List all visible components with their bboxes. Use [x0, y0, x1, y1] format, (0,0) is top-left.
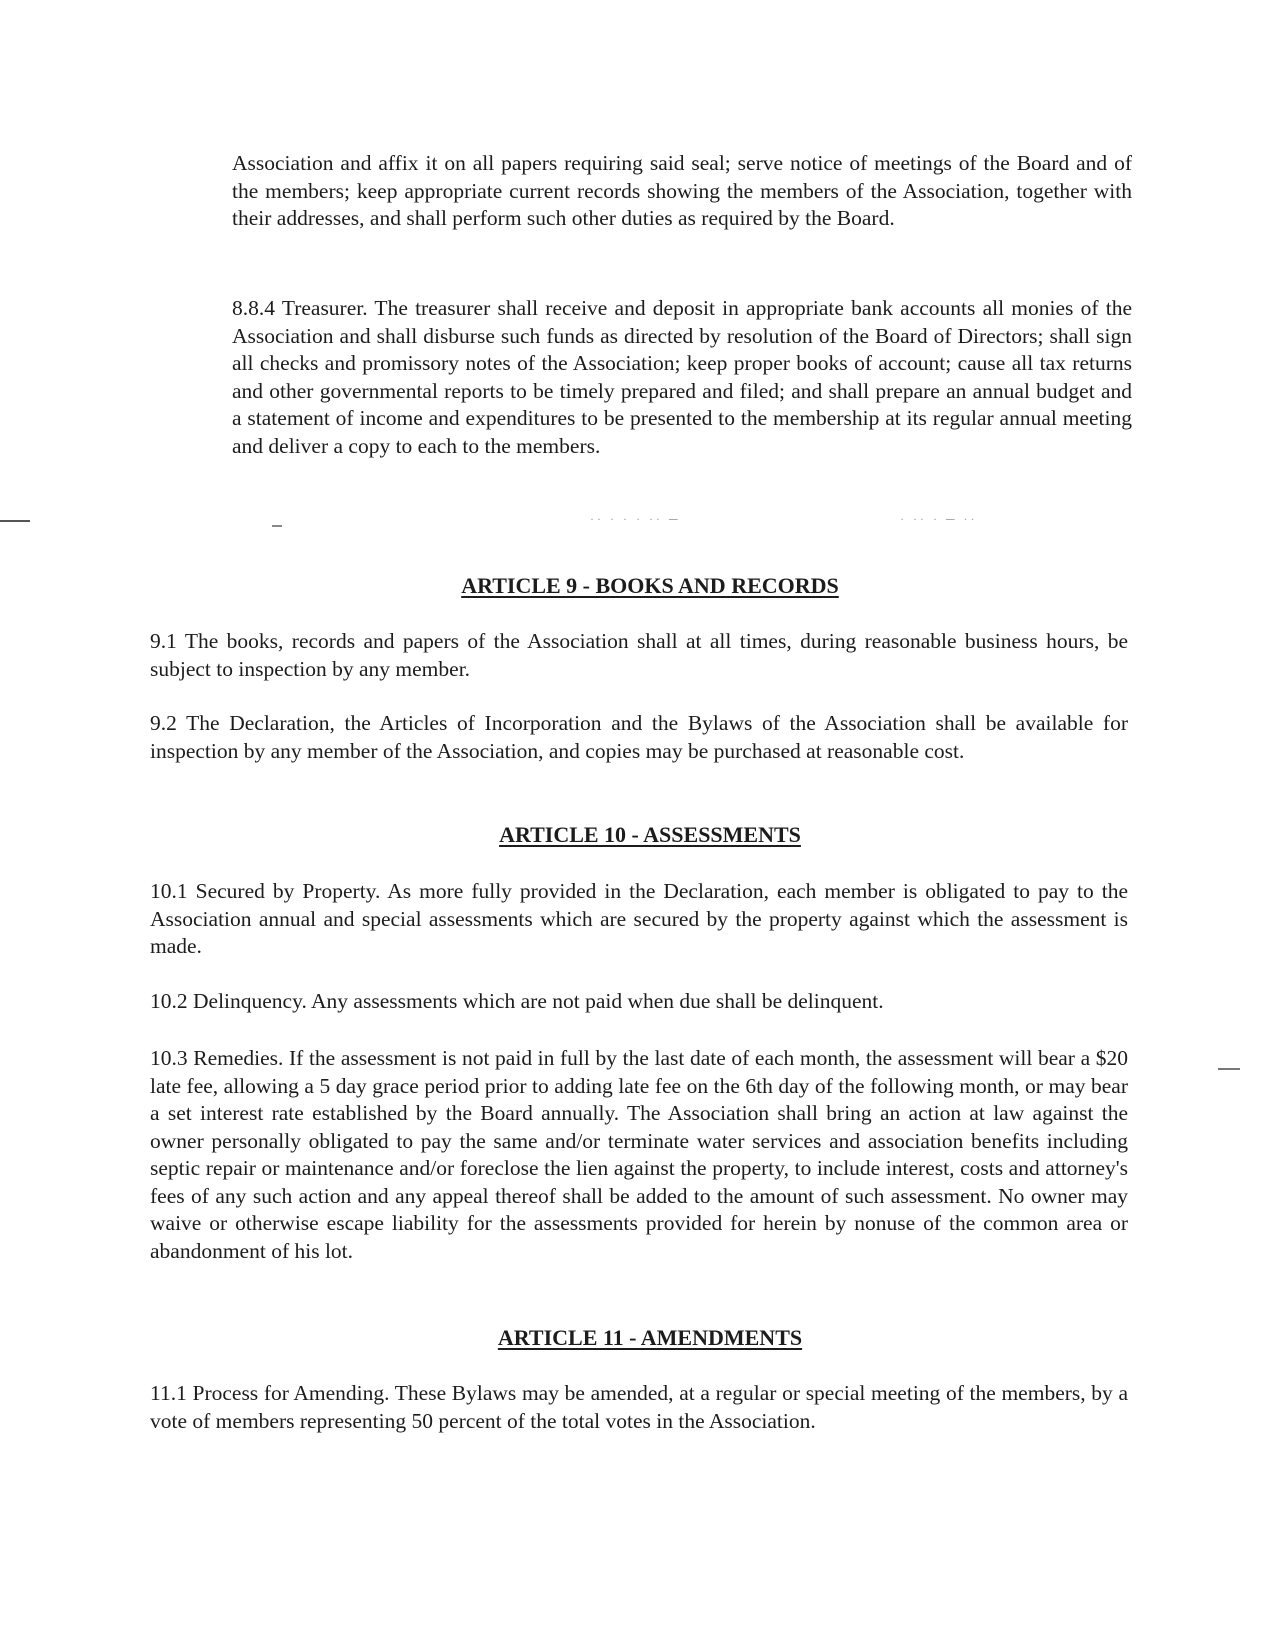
- heading-article-9: ARTICLE 9 - BOOKS AND RECORDS: [461, 573, 839, 598]
- paragraph-10-3: 10.3 Remedies. If the assessment is not paid in full by the last date of each month, the assessment will bear a $20 late fee, allowing a 5 day grace period prior to adding late fee on the 6th day of the following month, or may bear a set interest rate established by the Board annually. The Association shall bring an action at law against the owner personally obligated to pay the same and/or terminate water services and association benefits including septic repair or maintenance and/or foreclose the lien against the property, to include interest, costs and attorney's fees of any such action and any appeal thereof shall be added to the amount of such assessment. No owner may waive or otherwise escape liability for the assessments provided for herein by nonuse of the common area or abandonment of his lot.: [150, 1046, 1128, 1263]
- paragraph-9-1: 9.1 The books, records and papers of the Association shall at all times, during reasonable business hours, be subject to inspection by any member.: [150, 629, 1128, 681]
- scan-noise: · ·· · ─ ··: [900, 512, 978, 526]
- heading-article-10: ARTICLE 10 - ASSESSMENTS: [499, 822, 801, 847]
- scan-mark-left: [0, 520, 30, 522]
- paragraph-10-1: 10.1 Secured by Property. As more fully provided in the Declaration, each member is obligated to pay to the Association annual and special assessments which are secured by the property against which the assessment is made.: [150, 879, 1128, 958]
- scan-noise: ·· · · · ·· ─: [590, 512, 681, 526]
- paragraph-8-8-4-treasurer: 8.8.4 Treasurer. The treasurer shall receive and deposit in appropriate bank accounts all monies of the Association and shall disburse such funds as directed by resolution of the Board of Directors; shall sign all checks and promissory notes of the Association; keep proper books of account; cause all tax returns and other governmental reports to be timely prepared and filed; and shall prepare an annual budget and a statement of income and expenditures to be presented to the membership at its regular annual meeting and deliver a copy to each to the members.: [232, 296, 1132, 458]
- paragraph-10-2: 10.2 Delinquency. Any assessments which are not paid when due shall be delinquent.: [150, 989, 884, 1013]
- paragraph-9-2: 9.2 The Declaration, the Articles of Incorporation and the Bylaws of the Association shall be available for inspection by any member of the Association, and copies may be purchased at reasonable cost.: [150, 711, 1128, 763]
- heading-article-11: ARTICLE 11 - AMENDMENTS: [497, 1325, 803, 1350]
- scan-dash: [272, 525, 282, 527]
- paragraph-continuation: Association and affix it on all papers requiring said seal; serve notice of meetings of the Board and of the members; keep appropriate current records showing the members of the Association, together with their addresses, and shall perform such other duties as required by the Board.: [232, 151, 1132, 230]
- paragraph-11-1: 11.1 Process for Amending. These Bylaws may be amended, at a regular or special meeting of the members, by a vote of members representing 50 percent of the total votes in the Association.: [150, 1381, 1128, 1433]
- scan-mark-right: [1218, 1068, 1240, 1070]
